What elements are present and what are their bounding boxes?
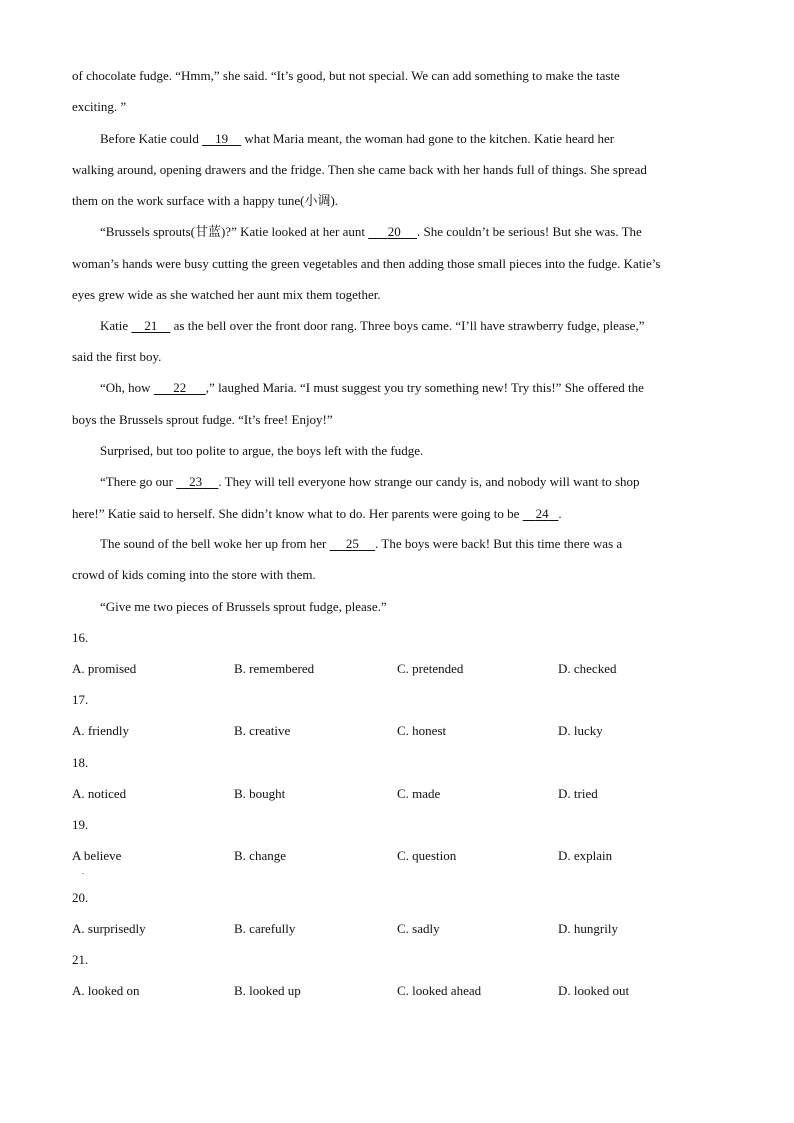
option-d[interactable]: D. tried xyxy=(558,786,598,801)
option-b[interactable]: B. looked up xyxy=(234,983,301,998)
option-a[interactable]: A. surprisedly xyxy=(72,921,146,936)
text: what Maria meant, the woman had gone to the kitchen. Katie heard her xyxy=(241,131,615,146)
blank-20: 20 xyxy=(387,224,401,239)
passage-line: crowd of kids coming into the store with them. xyxy=(72,567,316,582)
text: as the bell over the front door rang. Three boys came. “I’ll have strawberry fudge, please,” xyxy=(170,318,645,333)
text: “There go our xyxy=(100,474,177,489)
passage-line: boys the Brussels sprout fudge. “It’s free! Enjoy!” xyxy=(72,412,333,427)
text: . She couldn’t be serious! But she was. The xyxy=(416,224,642,239)
passage-line: Surprised, but too polite to argue, the boys left with the fudge. xyxy=(100,443,424,458)
question-number: 17. xyxy=(72,692,89,707)
text: “Brussels sprouts(甘蓝)?” Katie looked at her aunt xyxy=(100,224,369,239)
question-number: 18. xyxy=(72,755,89,770)
text: Before Katie could xyxy=(100,131,203,146)
passage-line xyxy=(100,380,722,396)
option-d[interactable]: D. hungrily xyxy=(558,921,618,936)
option-d[interactable]: D. checked xyxy=(558,661,617,676)
option-c[interactable]: C. pretended xyxy=(397,661,464,676)
blank-22: 22 xyxy=(173,380,187,395)
question-number: 19. xyxy=(72,817,89,832)
option-c[interactable]: C. looked ahead xyxy=(397,983,482,998)
passage-line: walking around, opening drawers and the fridge. Then she came back with her hands full of things. She spread xyxy=(72,162,647,177)
text: . The boys were back! But this time there was a xyxy=(375,536,623,551)
option-b[interactable]: B. creative xyxy=(234,723,291,738)
text: The sound of the bell woke her up from her xyxy=(100,536,330,551)
text: . xyxy=(558,506,562,521)
question-number: 20. xyxy=(72,890,89,905)
option-a[interactable]: A. promised xyxy=(72,661,137,676)
option-d[interactable]: D. looked out xyxy=(558,983,630,998)
passage-line: exciting. ” xyxy=(72,99,127,114)
text: “Oh, how xyxy=(100,380,154,395)
text: here!” Katie said to herself. She didn’t know what to do. Her parents were going to be xyxy=(72,506,523,521)
option-a[interactable]: A. friendly xyxy=(72,723,130,738)
passage-line: of chocolate fudge. “Hmm,” she said. “It’s good, but not special. We can add something to make the taste xyxy=(72,68,620,83)
question-number: 16. xyxy=(72,630,89,645)
text: . They will tell everyone how strange our candy is, and nobody will want to shop xyxy=(218,474,640,489)
passage-line xyxy=(100,474,722,490)
blank-19: 19 xyxy=(215,131,229,146)
stray-dot: . xyxy=(82,867,84,876)
option-c[interactable]: C. honest xyxy=(397,723,447,738)
option-b[interactable]: B. carefully xyxy=(234,921,296,936)
passage-line: woman’s hands were busy cutting the green vegetables and then adding those small pieces into the fudge. Katie’s xyxy=(72,256,661,271)
option-b[interactable]: B. change xyxy=(234,848,286,863)
option-b[interactable]: B. remembered xyxy=(234,661,315,676)
passage-line: eyes grew wide as she watched her aunt mix them together. xyxy=(72,287,381,302)
option-d[interactable]: D. lucky xyxy=(558,723,603,738)
option-a[interactable]: A believe xyxy=(72,848,122,863)
blank-25: 25 xyxy=(345,536,359,551)
passage-line xyxy=(100,131,722,147)
option-b[interactable]: B. bought xyxy=(234,786,286,801)
option-c[interactable]: C. made xyxy=(397,786,441,801)
passage-line xyxy=(100,224,722,240)
option-d[interactable]: D. explain xyxy=(558,848,613,863)
passage-line: said the first boy. xyxy=(72,349,162,364)
option-a[interactable]: A. noticed xyxy=(72,786,127,801)
option-c[interactable]: C. question xyxy=(397,848,457,863)
passage-line xyxy=(100,318,722,334)
blank-21: 21 xyxy=(144,318,158,333)
blank-24: 24 xyxy=(535,506,549,521)
passage-line xyxy=(100,536,722,552)
passage-line xyxy=(72,506,722,522)
text: Katie xyxy=(100,318,132,333)
option-c[interactable]: C. sadly xyxy=(397,921,440,936)
option-a[interactable]: A. looked on xyxy=(72,983,140,998)
blank-23: 23 xyxy=(189,474,203,489)
text: ,” laughed Maria. “I must suggest you try something new! Try this!” She offered the xyxy=(205,380,644,395)
question-number: 21. xyxy=(72,952,89,967)
passage-line: “Give me two pieces of Brussels sprout fudge, please.” xyxy=(100,599,387,614)
passage-line: them on the work surface with a happy tune(小调). xyxy=(72,193,339,208)
